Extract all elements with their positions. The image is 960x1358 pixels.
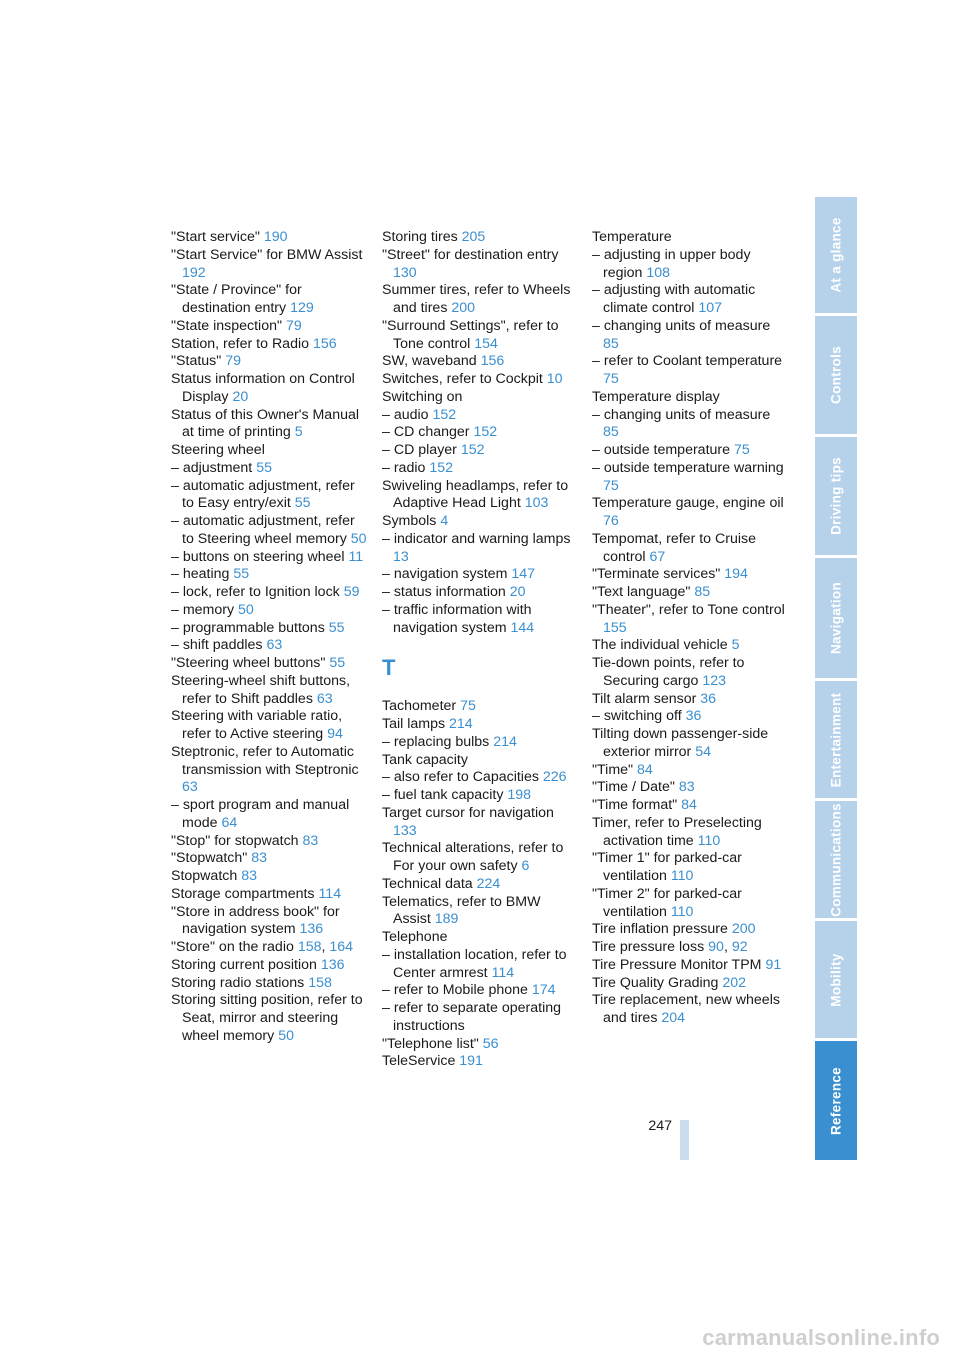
page-reference-link[interactable]: 129 xyxy=(290,300,314,316)
index-entry-text: – audio xyxy=(382,406,433,423)
index-entry xyxy=(382,894,578,930)
index-entry-text: Stopwatch xyxy=(171,868,242,884)
index-entry xyxy=(592,442,788,460)
index-entry xyxy=(171,744,367,797)
index-entry-text: Temperature display xyxy=(592,388,720,405)
index-entry xyxy=(592,531,788,567)
page-reference-link[interactable]: 204 xyxy=(661,1010,686,1026)
page-reference-link[interactable]: 63 xyxy=(316,690,333,707)
index-entry-text: "State inspection" xyxy=(171,317,286,334)
page-reference-link[interactable]: 103 xyxy=(524,495,549,512)
index-entry xyxy=(592,389,788,407)
index-entry xyxy=(382,947,578,983)
page-reference-link[interactable]: 75 xyxy=(460,698,476,715)
index-entry-text: – refer to separate operating instructions xyxy=(382,1000,562,1034)
page-reference-link[interactable]: 110 xyxy=(670,903,694,920)
index-entry-text: Tire inflation pressure xyxy=(592,921,732,938)
index-entry xyxy=(171,620,367,638)
page-reference-link[interactable]: 36 xyxy=(700,690,717,707)
page-reference-link[interactable]: 133 xyxy=(393,822,417,839)
index-entry xyxy=(171,584,367,602)
index-entry xyxy=(382,247,578,283)
page-reference-link[interactable]: 63 xyxy=(182,779,198,796)
page-reference-link[interactable]: 75 xyxy=(603,371,619,387)
index-entry: "Store" on the radio 158, 164 xyxy=(171,939,354,955)
index-entry xyxy=(592,637,788,655)
index-entry-text: TeleService xyxy=(382,1053,460,1070)
index-entry xyxy=(592,992,788,1028)
index-entry-text: Temperature gauge, engine oil xyxy=(592,495,784,512)
page-reference-link[interactable]: 152 xyxy=(429,459,453,476)
index-entry xyxy=(382,876,578,894)
index-entry-text: Tilt alarm sensor xyxy=(592,690,701,707)
page-reference-link[interactable]: 20 xyxy=(232,388,249,405)
index-entry-text: – memory xyxy=(171,601,239,618)
index-entry-text: "Street" for destination entry xyxy=(382,246,559,263)
index-entry-text: Storing radio stations xyxy=(171,974,309,991)
page-reference-link[interactable]: 84 xyxy=(681,797,697,813)
index-entry xyxy=(382,282,578,318)
index-entry xyxy=(171,637,367,655)
index-entry-text: Tail lamps xyxy=(382,716,450,732)
index-entry-text: – automatic adjustment, refer to Steering wheel memory xyxy=(171,513,355,547)
index-entry xyxy=(171,247,367,283)
page-reference-link[interactable]: 85 xyxy=(694,584,711,600)
index-entry-text: "Timer 2" for parked-car ventilation xyxy=(592,885,742,920)
index-column-1 xyxy=(171,229,367,1046)
index-entry xyxy=(592,691,788,709)
page-reference-link[interactable]: 5 xyxy=(294,424,303,441)
page-reference-link[interactable]: 194 xyxy=(724,566,748,583)
tab-mobility[interactable]: Mobility xyxy=(815,921,857,1038)
index-entry xyxy=(592,886,788,922)
index-entry xyxy=(382,229,578,247)
page-reference-link[interactable]: 55 xyxy=(329,655,346,671)
index-entry-text: Status information on Control Display xyxy=(171,371,355,405)
index-entry xyxy=(171,282,367,318)
index-entry xyxy=(382,982,578,1000)
index-entry-text: Steering-wheel shift buttons, refer to Shift paddles xyxy=(171,672,351,707)
page-reference-link[interactable]: 79 xyxy=(225,353,242,370)
index-entry xyxy=(382,318,578,354)
page-reference-link[interactable]: 67 xyxy=(649,548,666,565)
index-entry xyxy=(592,318,788,354)
page-reference-link[interactable]: 191 xyxy=(459,1053,483,1070)
index-entry-text: "Store" on the radio xyxy=(171,939,298,955)
index-entry-text: Tire pressure loss xyxy=(592,939,709,955)
page-reference-link[interactable]: 76 xyxy=(603,513,619,529)
index-entry xyxy=(171,549,367,567)
page-reference-link[interactable]: 108 xyxy=(646,264,671,281)
index-entry-text: – programmable buttons xyxy=(171,619,329,636)
index-entry-text: Status of this Owner's Manual at time of printing xyxy=(171,406,360,441)
index-entry-text: – outside temperature warning xyxy=(592,459,784,476)
page-reference-link[interactable]: 214 xyxy=(449,716,473,732)
index-entry-text: Steering with variable ratio, refer to Active steering xyxy=(171,708,343,742)
index-entry xyxy=(382,787,578,805)
index-entry xyxy=(171,655,367,673)
index-entry-text: "Timer 1" for parked-car ventilation xyxy=(592,850,742,884)
index-entry xyxy=(171,566,367,584)
index-entry: Tire pressure loss 90, 92 xyxy=(592,939,748,955)
index-entry xyxy=(171,850,367,868)
index-entry xyxy=(592,975,788,993)
page-reference-link[interactable]: 83 xyxy=(678,779,695,796)
index-entry-text: – CD changer xyxy=(382,424,474,441)
page-reference-link[interactable]: 224 xyxy=(476,875,501,892)
section-tabs xyxy=(815,197,857,1160)
page-number: 247 xyxy=(648,1118,672,1134)
index-entry xyxy=(171,371,367,407)
index-entry-text: – shift paddles xyxy=(171,637,267,654)
page-reference-link[interactable]: 136 xyxy=(320,956,345,973)
index-entry-text: Storing sitting position, refer to Seat, mirror and steering wheel memory xyxy=(171,992,363,1044)
page-reference-link[interactable]: 152 xyxy=(432,406,457,423)
index-entry xyxy=(382,1053,578,1071)
index-entry xyxy=(171,868,367,886)
index-entry xyxy=(171,229,367,247)
index-entry-text: Target cursor for navigation xyxy=(382,804,554,821)
page-reference-link[interactable]: 50 xyxy=(350,530,367,547)
page-reference-link[interactable]: 158 xyxy=(297,939,322,955)
index-entry-text: – navigation system xyxy=(382,566,512,583)
index-entry-text: Switches, refer to Cockpit xyxy=(382,371,547,387)
index-entry-text: Tire Pressure Monitor TPM xyxy=(592,956,766,973)
index-entry xyxy=(592,247,788,283)
index-entry-text: "Time / Date" xyxy=(592,779,679,796)
index-entry-text: – changing units of measure xyxy=(592,317,771,334)
index-entry xyxy=(382,531,578,567)
index-entry xyxy=(382,602,578,638)
index-entry-text: Switching on xyxy=(382,388,463,405)
index-entry-text: "Terminate services" xyxy=(592,566,725,583)
tab-reference[interactable]: Reference xyxy=(815,1041,857,1160)
page-reference-link[interactable]: 92 xyxy=(731,939,748,955)
page-reference-link[interactable]: 214 xyxy=(493,733,517,750)
index-entry xyxy=(171,318,367,336)
index-entry xyxy=(382,584,578,602)
page-reference-link[interactable]: 156 xyxy=(480,353,505,370)
index-entry xyxy=(592,921,788,939)
index-entry xyxy=(592,602,788,638)
index-entry-text: SW, waveband xyxy=(382,353,481,370)
index-entry-text: Technical alterations, refer to For your own safety xyxy=(382,840,564,874)
page-reference-link[interactable]: 200 xyxy=(731,921,756,938)
index-entry xyxy=(171,833,367,851)
index-entry xyxy=(382,769,578,787)
index-entry xyxy=(592,584,788,602)
index-entry-text: – buttons on steering wheel xyxy=(171,548,349,565)
index-entry-text: – outside temperature xyxy=(592,442,734,458)
index-entry-text: – status information xyxy=(382,584,510,600)
page-number-bar xyxy=(680,1120,689,1160)
index-entry xyxy=(171,602,367,620)
index-entry-text: – refer to Coolant temperature xyxy=(592,353,783,370)
page-reference-link[interactable]: 152 xyxy=(473,424,498,441)
index-entry xyxy=(382,929,578,947)
index-entry-text: "Time format" xyxy=(592,797,682,813)
page-reference-link[interactable]: 85 xyxy=(603,335,619,352)
index-entry xyxy=(382,752,578,770)
index-entry xyxy=(382,424,578,442)
index-entry-text: The individual vehicle xyxy=(592,637,732,654)
page-reference-link[interactable]: 55 xyxy=(328,619,345,636)
index-entry-text: – adjusting with automatic climate control xyxy=(592,282,756,316)
page-reference-link[interactable]: 174 xyxy=(531,982,556,999)
page-reference-link[interactable]: 84 xyxy=(637,761,653,778)
index-entry-text: – radio xyxy=(382,459,430,476)
index-entry-text: Tie-down points, refer to Securing cargo xyxy=(592,655,745,689)
index-entry-text: – replacing bulbs xyxy=(382,733,494,750)
page-reference-link[interactable]: 50 xyxy=(238,601,254,618)
page-reference-link[interactable]: 123 xyxy=(702,672,727,689)
page-reference-link[interactable]: 156 xyxy=(312,335,337,352)
index-entry xyxy=(171,904,367,940)
index-entry-text: Tank capacity xyxy=(382,751,468,768)
index-entry-text: Steering wheel xyxy=(171,442,265,458)
index-entry xyxy=(592,726,788,762)
page-reference-link[interactable]: 54 xyxy=(695,743,712,760)
index-entry-text: Summer tires, refer to Wheels and tires xyxy=(382,282,571,316)
page-reference-link[interactable]: 83 xyxy=(251,850,268,867)
page-reference-link[interactable]: 11 xyxy=(348,548,364,565)
index-entry-text: – changing units of measure xyxy=(592,406,771,423)
page-reference-link[interactable]: 198 xyxy=(507,787,532,803)
index-column-2 xyxy=(382,229,578,1071)
index-entry-text: Tire Quality Grading xyxy=(592,974,723,991)
index-entry-text: – CD player xyxy=(382,442,461,458)
index-entry xyxy=(382,460,578,478)
index-entry xyxy=(592,229,788,247)
page-reference-link[interactable]: 64 xyxy=(221,814,238,831)
index-entry xyxy=(592,815,788,851)
index-entry-text: Tachometer xyxy=(382,698,461,715)
page-reference-link[interactable]: 20 xyxy=(509,584,526,600)
page-reference-link[interactable]: 226 xyxy=(542,769,567,786)
index-entry-text: Tire replacement, new wheels and tires xyxy=(592,992,780,1026)
index-entry xyxy=(592,407,788,443)
index-entry-text: – lock, refer to Ignition lock xyxy=(171,584,344,600)
tab-driving-tips[interactable]: Driving tips xyxy=(815,437,857,555)
index-entry-text: Station, refer to Radio xyxy=(171,335,313,352)
index-entry xyxy=(171,336,367,354)
index-entry xyxy=(171,957,367,975)
index-entry-text: "Store in address book" for navigation system xyxy=(171,903,340,938)
watermark: carmanualsonline.info xyxy=(702,1325,940,1350)
index-entry xyxy=(382,353,578,371)
index-entry-text: Tilting down passenger-side exterior mirror xyxy=(592,726,769,760)
index-entry xyxy=(171,992,367,1045)
page-reference-link[interactable]: 94 xyxy=(327,726,343,742)
index-entry xyxy=(171,460,367,478)
page-reference-link[interactable]: 13 xyxy=(393,548,409,565)
page-reference-link[interactable]: 36 xyxy=(685,708,702,725)
index-entry-text: – indicator and warning lamps xyxy=(382,530,571,547)
page-reference-link[interactable]: 56 xyxy=(482,1035,499,1052)
page-reference-link[interactable]: 189 xyxy=(434,911,459,928)
index-entry xyxy=(382,1036,578,1054)
index-entry-text: "Time" xyxy=(592,761,638,778)
page-reference-link[interactable]: 90 xyxy=(708,939,724,955)
page-reference-link[interactable]: 200 xyxy=(451,300,476,316)
page-reference-link[interactable]: 83 xyxy=(241,868,257,884)
page-reference-link[interactable]: 130 xyxy=(393,264,417,281)
index-entry-text: "Start Service" for BMW Assist xyxy=(171,246,363,263)
index-entry-text: "Start service" xyxy=(171,229,264,245)
index-entry xyxy=(171,513,367,549)
index-section-letter: T xyxy=(382,655,396,681)
page-reference-link[interactable]: 147 xyxy=(511,566,536,583)
page-reference-link[interactable]: 55 xyxy=(294,495,311,512)
index-entry xyxy=(171,353,367,371)
page-reference-link[interactable]: 10 xyxy=(546,371,563,387)
index-entry xyxy=(592,655,788,691)
page-reference-link[interactable]: 107 xyxy=(698,300,723,316)
page-reference-link[interactable]: 114 xyxy=(318,885,342,902)
index-entry-text: – adjusting in upper body region xyxy=(592,246,751,281)
index-entry xyxy=(382,478,578,514)
index-entry-text: – also refer to Capacities xyxy=(382,769,543,786)
page-reference-link[interactable]: 83 xyxy=(302,832,319,849)
index-entry-text: "Telephone list" xyxy=(382,1035,483,1052)
page-reference-link[interactable]: 85 xyxy=(603,424,619,441)
index-entry xyxy=(382,442,578,460)
page-reference-link[interactable]: 75 xyxy=(603,477,619,494)
index-entry-text: – switching off xyxy=(592,708,686,725)
page-reference-link[interactable]: 158 xyxy=(308,974,332,991)
index-entry-text: Telephone xyxy=(382,929,448,945)
tab-entertainment[interactable]: Entertainment xyxy=(815,681,857,798)
page-reference-link[interactable]: 79 xyxy=(285,317,302,334)
index-entry-text: "Stopwatch" xyxy=(171,850,252,867)
page-reference-link[interactable]: 205 xyxy=(461,229,486,245)
index-entry-text: – installation location, refer to Center armrest xyxy=(382,946,567,981)
index-entry-text: Swiveling headlamps, refer to Adaptive Head Light xyxy=(382,477,569,512)
index-entry xyxy=(382,698,578,716)
tab-communications[interactable]: Communications xyxy=(815,801,857,918)
page-reference-link[interactable]: 190 xyxy=(263,229,288,245)
index-entry-text: Storing tires xyxy=(382,229,462,245)
index-entry xyxy=(592,566,788,584)
index-entry-text: Timer, refer to Preselecting activation time xyxy=(592,814,762,849)
page-reference-link[interactable]: 164 xyxy=(329,939,354,955)
index-entry-text: – adjustment xyxy=(171,459,257,476)
page-reference-link[interactable]: 5 xyxy=(731,637,740,654)
tab-at-a-glance[interactable]: At a glance xyxy=(815,197,857,313)
page-reference-link[interactable]: 110 xyxy=(697,832,721,849)
index-entry xyxy=(382,805,578,841)
index-entry-text: "Steering wheel buttons" xyxy=(171,655,330,671)
index-entry-text: Symbols xyxy=(382,513,441,529)
page-reference-link[interactable]: 55 xyxy=(233,566,250,583)
page-reference-link[interactable]: 192 xyxy=(182,264,206,281)
index-entry xyxy=(592,797,788,815)
index-entry-text: – sport program and manual mode xyxy=(171,797,350,831)
index-entry xyxy=(592,957,788,975)
page-reference-link[interactable]: 136 xyxy=(299,921,324,938)
page-reference-link[interactable]: 50 xyxy=(278,1027,294,1044)
index-entry xyxy=(382,566,578,584)
index-entry-text: Telematics, refer to BMW Assist xyxy=(382,893,541,928)
index-entry xyxy=(592,460,788,496)
index-entry xyxy=(171,673,367,709)
page-reference-link[interactable]: 59 xyxy=(343,584,360,600)
page-reference-link[interactable]: 55 xyxy=(256,459,272,476)
tab-controls[interactable]: Controls xyxy=(815,316,857,434)
index-entry xyxy=(592,779,788,797)
page-reference-link[interactable]: 6 xyxy=(521,858,530,874)
page-reference-link[interactable]: 152 xyxy=(460,442,485,458)
index-entry xyxy=(171,797,367,833)
page-reference-link[interactable]: 155 xyxy=(603,619,627,636)
index-entry xyxy=(171,886,367,904)
page-reference-link[interactable]: 63 xyxy=(266,637,283,654)
index-entry xyxy=(592,353,788,389)
page-reference-link[interactable]: 144 xyxy=(510,619,535,636)
page-reference-link[interactable]: 202 xyxy=(722,974,747,991)
index-entry-text: Technical data xyxy=(382,875,477,892)
index-entry xyxy=(171,478,367,514)
index-entry xyxy=(382,513,578,531)
index-entry xyxy=(592,850,788,886)
index-column-3 xyxy=(592,229,788,1028)
index-entry xyxy=(592,762,788,780)
index-entry xyxy=(382,840,578,876)
page-reference-link[interactable]: 110 xyxy=(670,868,694,884)
index-entry xyxy=(592,495,788,531)
index-entry xyxy=(382,407,578,425)
index-entry-text: Temperature xyxy=(592,229,672,245)
index-entry-text: Steptronic, refer to Automatic transmission with Steptronic xyxy=(171,743,359,778)
index-entry-text: Tempomat, refer to Cruise control xyxy=(592,530,757,565)
index-entry xyxy=(382,734,578,752)
index-entry xyxy=(382,371,578,389)
page-reference-link[interactable]: 4 xyxy=(440,513,449,529)
index-entry-text: "Text language" xyxy=(592,584,695,600)
index-entry-text: – fuel tank capacity xyxy=(382,787,508,803)
index-entry xyxy=(382,1000,578,1036)
index-entry-text: Storing current position xyxy=(171,956,321,973)
index-entry xyxy=(382,716,578,734)
index-entry xyxy=(592,282,788,318)
index-entry-text: Storage compartments xyxy=(171,885,319,902)
index-entry-text: – automatic adjustment, refer to Easy entry/exit xyxy=(171,477,355,512)
index-entry-text: – traffic information with navigation system xyxy=(382,601,532,636)
index-entry xyxy=(592,708,788,726)
index-entry-text: "Surround Settings", refer to Tone control xyxy=(382,317,559,352)
index-entry-text: "State / Province" for destination entry xyxy=(171,282,302,316)
index-entry xyxy=(171,708,367,744)
index-entry-text: "Status" xyxy=(171,353,226,370)
page-reference-link[interactable]: 154 xyxy=(474,335,498,352)
page-reference-link[interactable]: 114 xyxy=(491,964,515,981)
index-entry-text: – heating xyxy=(171,566,234,583)
index-entry-text: – refer to Mobile phone xyxy=(382,982,532,999)
index-entry xyxy=(171,407,367,443)
page-reference-link[interactable]: 91 xyxy=(765,956,782,973)
index-entry xyxy=(382,389,578,407)
index-entry xyxy=(171,442,367,460)
index-entry xyxy=(171,975,367,993)
page-reference-link[interactable]: 75 xyxy=(733,442,750,458)
index-entry-text: "Theater", refer to Tone control xyxy=(592,601,785,618)
index-entry-text: "Stop" for stopwatch xyxy=(171,832,303,849)
tab-navigation[interactable]: Navigation xyxy=(815,558,857,678)
